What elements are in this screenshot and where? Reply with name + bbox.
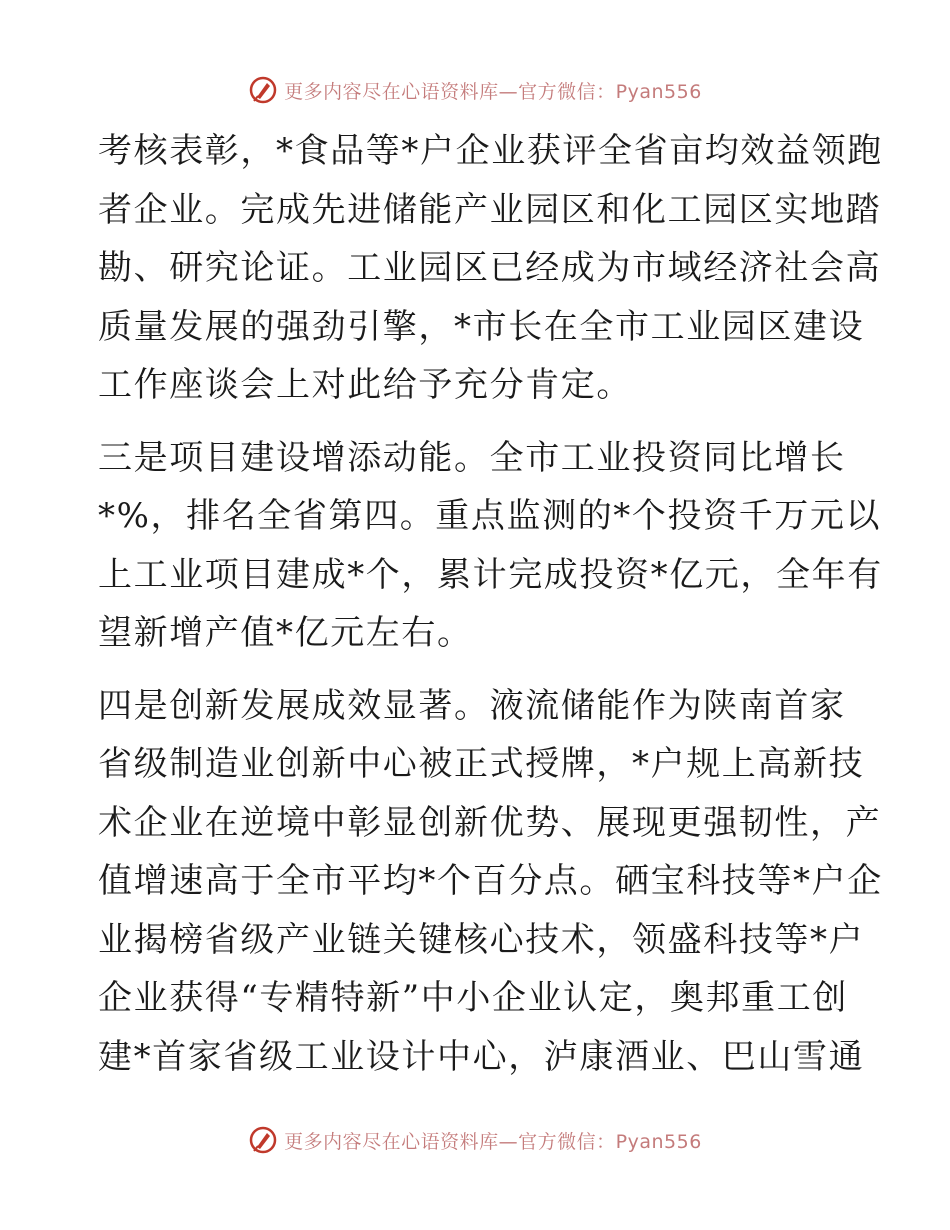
text-line: 四是创新发展成效显著。液流储能作为陕南首家 — [98, 685, 846, 726]
text-line: 者企业。完成先进储能产业园区和化工园区实地踏 — [98, 189, 882, 230]
text-line: 省级制造业创新中心被正式授牌，*户规上高新技 — [98, 744, 865, 784]
page-header — [0, 72, 950, 108]
page-footer — [0, 1122, 950, 1158]
footer-banner-text: 更多内容尽在心语资料库—官方微信：Pyan556 — [284, 1130, 702, 1153]
text-line: 质量发展的强劲引擎，*市长在全市工业园区建设 — [98, 306, 865, 347]
paragraph-1 — [98, 122, 883, 415]
text-line: 望新增产值*亿元左右。 — [98, 613, 473, 653]
text-line: 勘、研究论证。工业园区已经成为市域经济社会高 — [98, 248, 882, 288]
text-line: 建*首家省级工业设计中心，泸康酒业、巴山雪通 — [98, 1036, 865, 1077]
document-body — [98, 122, 883, 1086]
pen-nib-logo-icon — [248, 75, 278, 105]
pen-nib-logo-icon — [248, 1125, 278, 1155]
text-line: 值增速高于全市平均*个百分点。硒宝科技等*户企 — [98, 861, 883, 901]
text-line: 考核表彰，*食品等*户企业获评全省亩均效益领跑 — [98, 131, 883, 171]
text-line: 工作座谈会上对此给予充分肯定。 — [98, 365, 632, 405]
header-banner-text: 更多内容尽在心语资料库—官方微信：Pyan556 — [284, 80, 702, 103]
text-line: 三是项目建设增添动能。全市工业投资同比增长 — [98, 437, 846, 478]
paragraph-2 — [98, 429, 883, 663]
text-line: *%，排名全省第四。重点监测的*个投资千万元以 — [98, 496, 882, 536]
text-line: 业揭榜省级产业链关键核心技术，领盛科技等*户 — [98, 919, 865, 960]
text-line: 企业获得“专精特新”中小企业认定，奥邦重工创 — [98, 978, 848, 1018]
text-line: 上工业项目建成*个，累计完成投资*亿元，全年有 — [98, 554, 883, 595]
paragraph-3 — [98, 677, 883, 1087]
text-line: 术企业在逆境中彰显创新优势、展现更强韧性，产 — [98, 802, 882, 843]
